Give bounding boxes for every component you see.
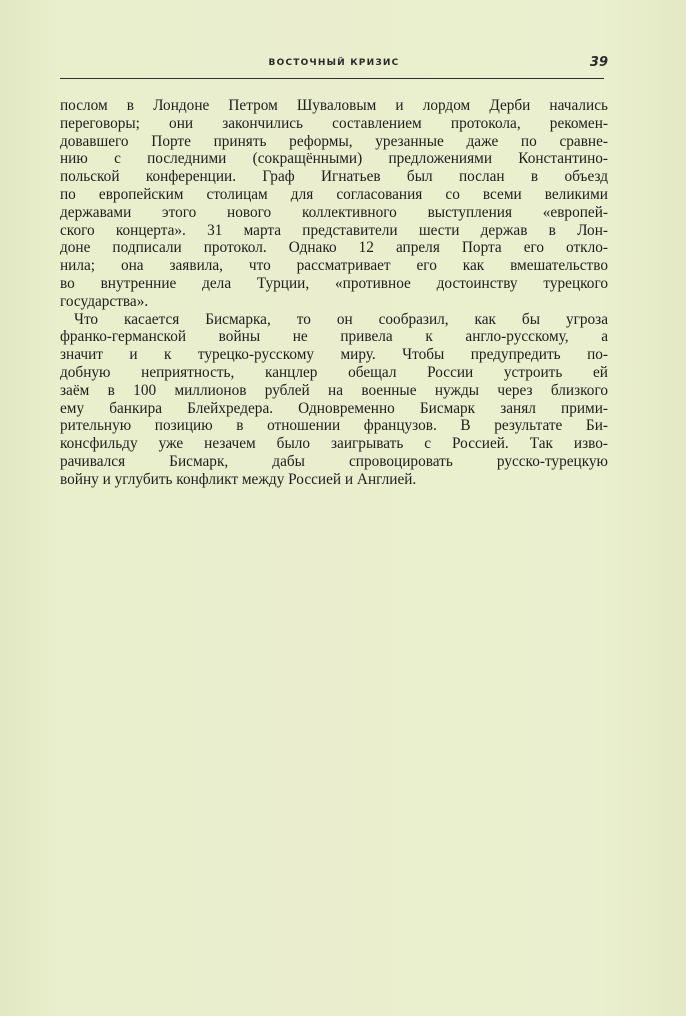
text-line: довавшего Порте принять реформы, урезанные даже по сравне-	[60, 132, 608, 150]
paragraph-1	[60, 97, 608, 311]
text-line: польской конференции. Граф Игнатьев был послан в объезд	[60, 168, 608, 186]
text-line: Что касается Бисмарка, то он сообразил, как бы угроза	[74, 310, 608, 328]
text-line: рачивался Бисмарк, дабы спровоцировать русско-турецкую	[60, 452, 608, 470]
text-line: рительную позицию в отношении французов. В результате Би-	[60, 417, 608, 435]
running-title: ВОСТОЧНЫЙ КРИЗИС	[268, 58, 400, 68]
text-line: державами этого нового коллективного выступления «европей-	[60, 203, 608, 221]
text-line: войну и углубить конфликт между Россией и Англией.	[60, 470, 417, 488]
book-page	[60, 56, 608, 489]
text-line: нила; она заявила, что рассматривает его как вмешательство	[60, 257, 608, 275]
text-line: консфильду уже незачем было заигрывать с Россией. Так изво-	[60, 435, 608, 453]
text-line: послом в Лондоне Петром Шуваловым и лордом Дерби начались	[60, 97, 608, 114]
text-line: франко-германской войны не привела к англо-русскому, а	[60, 328, 608, 346]
header-rule	[60, 78, 604, 79]
page-number: 39	[589, 55, 608, 70]
running-head	[60, 56, 608, 78]
text-line: ему банкира Блейхредера. Одновременно Бисмарк занял прими-	[60, 399, 608, 417]
text-line: государства».	[60, 292, 149, 310]
text-line: переговоры; они закончились составлением протокола, рекомен-	[60, 114, 608, 132]
text-line: ского концерта». 31 марта представители шести держав в Лон-	[60, 221, 608, 239]
text-line: доне подписали протокол. Однако 12 апреля Порта его откло-	[60, 239, 608, 257]
text-line: значит и к турецко-русскому миру. Чтобы предупредить по-	[60, 346, 608, 364]
text-line: по европейским столицам для согласования со всеми великими	[60, 185, 608, 203]
text-line: во внутренние дела Турции, «противное достоинству турецкого	[60, 274, 608, 292]
text-line: нию с последними (сокращёнными) предложениями Константино-	[60, 150, 608, 168]
text-line: заём в 100 миллионов рублей на военные нужды через близкого	[60, 381, 608, 399]
text-line: добную неприятность, канцлер обещал России устроить ей	[60, 363, 608, 381]
paragraph-2	[60, 311, 608, 489]
body-text	[60, 97, 608, 489]
